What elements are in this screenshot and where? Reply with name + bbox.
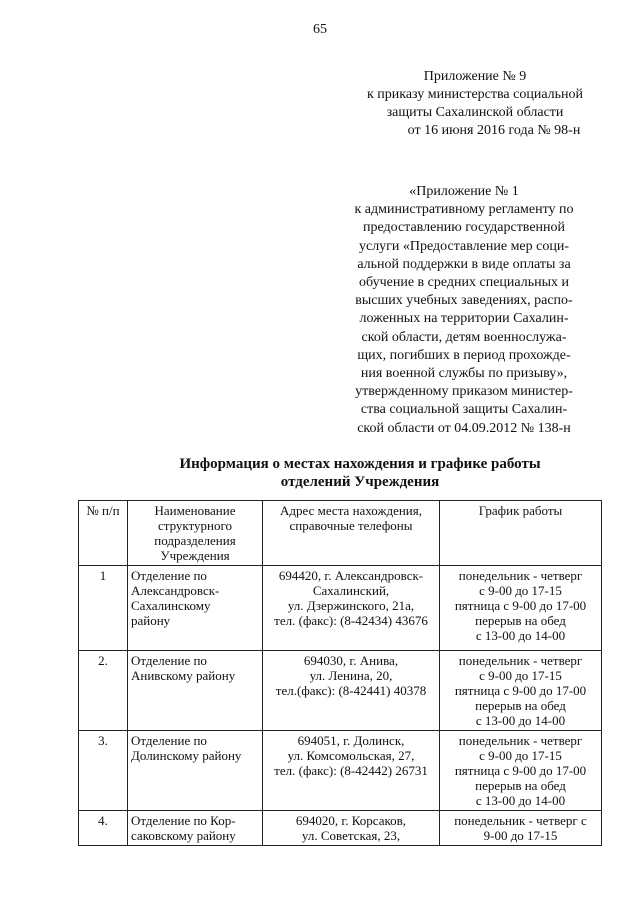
regulation-header-line: ложенных на территории Сахалин- [359,311,569,327]
appendix-header-line: Приложение № 9 [423,69,527,84]
regulation-header-line: «Приложение № 1 [409,184,519,199]
regulation-header-line: предоставлению государственной [362,220,566,236]
cell-address: 694051, г. Долинск, ул. Комсомольская, 27, тел. (факс): (8-42442) 26731 [263,731,440,811]
document-title-line: отделений Учреждения [280,474,440,490]
cell-num: 3. [79,731,128,811]
regulation-header-line: ния военной службы по призыву», [360,366,568,382]
appendix-header-line: к приказу министерства социальной [366,87,584,102]
header-schedule: График работы [440,501,602,566]
cell-num: 1 [79,566,128,651]
regulation-header-line: ства социальной защиты Сахалин- [360,402,568,418]
page-number: 65 [313,22,327,37]
cell-address: 694030, г. Анива, ул. Ленина, 20, тел.(факс): (8-42441) 40378 [263,651,440,731]
table-row [79,566,602,651]
regulation-header-line: высших учебных заведениях, распо- [355,293,573,309]
regulation-header-line: ской области от 04.09.2012 № 138-н [357,420,571,436]
header-address: Адрес места нахождения, справочные телефоны [263,501,440,566]
cell-name: Отделение по Александровск- Сахалинскому району [128,566,263,651]
regulation-header-line: щих, погибших в период прохожде- [357,347,571,363]
cell-address: 694420, г. Александровск- Сахалинский, ул. Дзержинского, 21а, тел. (факс): (8-42434) 43676 [263,566,440,651]
header-num: № п/п [79,501,128,566]
regulation-header-line: обучение в средних специальных и [358,275,569,291]
regulation-header-line: ской области, детям военнослужа- [361,329,567,345]
table-header-row [79,501,602,566]
header-name: Наименование структурного подразделения Учреждения [128,501,263,566]
cell-schedule: понедельник - четверг с 9-00 до 17-15 пятница с 9-00 до 17-00 перерыв на обед с 13-00 до 14-00 [440,566,602,651]
regulation-header-line: утвержденному приказом министер- [355,384,573,400]
table-row [79,811,602,846]
cell-num: 4. [79,811,128,846]
cell-num: 2. [79,651,128,731]
appendix-header-line: защиты Сахалинской области [386,105,564,120]
table-row [79,731,602,811]
cell-name: Отделение по Долинскому району [128,731,263,811]
document-title [110,455,610,491]
cell-name: Отделение по Кор- саковскому району [128,811,263,846]
table-row [79,651,602,731]
regulation-header-line: к административному регламенту по [354,202,574,218]
document-title-line: Информация о местах нахождения и графике работы [179,456,541,472]
appendix-header-line: от 16 июня 2016 года № 98-н [407,123,581,138]
regulation-header-line: альной поддержки в виде оплаты за [357,256,571,272]
cell-schedule: понедельник - четверг с 9-00 до 17-15 [440,811,602,846]
regulation-header [330,183,598,438]
cell-schedule: понедельник - четверг с 9-00 до 17-15 пятница с 9-00 до 17-00 перерыв на обед с 13-00 до 14-00 [440,651,602,731]
appendix-header [340,68,610,140]
cell-schedule: понедельник - четверг с 9-00 до 17-15 пятница с 9-00 до 17-00 перерыв на обед с 13-00 до 14-00 [440,731,602,811]
cell-address: 694020, г. Корсаков, ул. Советская, 23, [263,811,440,846]
cell-name: Отделение по Анивскому району [128,651,263,731]
regulation-header-line: услуги «Предоставление мер соци- [358,238,570,254]
offices-table [78,500,602,846]
